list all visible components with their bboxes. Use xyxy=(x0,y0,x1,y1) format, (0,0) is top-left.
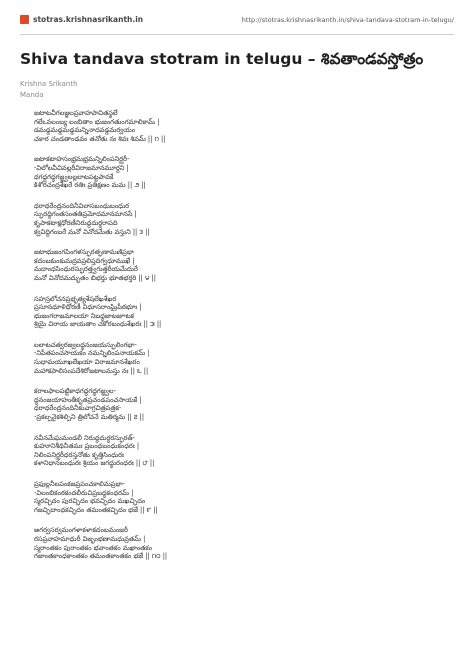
verse-line: ప్రఫుల్లనీలపంకజప్రపంచకాలిమప్రభా- xyxy=(34,480,125,488)
verse-line: నిలింపనిర్ఝరీధరస్తనోతు కృత్తిసింధురః xyxy=(34,450,125,459)
verse-line: జటాభుజంగపింగళస్ఫురత్ఫణామణిప్రభా xyxy=(34,248,134,257)
verse-line: -ప్రకల్పనైకశిల్పిని త్రిలోచనే మతిర్మమ || ౭ || xyxy=(34,413,145,422)
verse-line: ధగద్ధగద్ధగజ్జ్వలల్లలాటపట్టపావకే xyxy=(34,172,114,181)
verse-block xyxy=(34,526,167,560)
verse-line: మదాంధసింధురస్ఫురత్త్వగుత్తరీయమేదురే xyxy=(34,265,138,274)
verse-block xyxy=(34,295,167,329)
verse-line: ద్ధనంజయాహుతీకృతప్రచండపంచసాయకే | xyxy=(34,395,142,404)
verse-line: గజాంతకాంధకాంతకం తమంతకాంతకం భజే || ౧౦ || xyxy=(34,552,168,561)
verse-block xyxy=(34,434,167,468)
verse-block xyxy=(34,248,167,282)
post-meta xyxy=(20,79,78,101)
verse-line: చకార చండతాండవం తనోతు నః శివః శివమ్ || ౧ || xyxy=(34,134,166,143)
verses-list xyxy=(34,109,167,573)
verse-line: మనో వినోదమద్భుతం బిభర్తు భూతభర్తరి || ౪ || xyxy=(34,273,157,282)
author-name: Krishna Srikanth xyxy=(20,80,78,88)
verse-line: కిశోరచంద్రశేఖరే రతిః ప్రతిక్షణం మమ || ౨ || xyxy=(34,181,146,190)
verse-line: శ్రియై చిరాయ జాయతాం చకోరబంధుశేఖరః || ౫ || xyxy=(34,320,162,329)
verse-line: కళానిధానబంధురః శ్రియం జగద్ధురంధరః || ౮ || xyxy=(34,459,155,468)
post-category: Manda xyxy=(20,91,44,99)
site-brand[interactable] xyxy=(20,15,143,24)
verse-line: గజచ్ఛిదాంధకచ్ఛిదం తమంతకచ్ఛిదం భజే || ౯ || xyxy=(34,505,158,514)
verse-line: ధరాధరేంద్రనందినీవిలాసబంధుబంధుర xyxy=(34,201,130,210)
verse-block xyxy=(34,202,167,236)
verse-line: స్ఫురద్దిగంతసంతతిప్రమోదమానమానసే | xyxy=(34,210,137,219)
verse-line: లలాటచత్వరజ్వలద్ధనంజయస్ఫులింగభా- xyxy=(34,340,137,349)
verse-block xyxy=(34,341,167,375)
verse-line: స్మరాంతకం పురాంతకం భవాంతకం మఖాంతకం xyxy=(34,543,153,552)
verse-line: నవీనమేఘమండలీ నిరుద్ధదుర్ధరస్ఫురత్- xyxy=(34,433,135,442)
verse-block xyxy=(34,155,167,189)
verse-line: క్వచిద్దిగంబరే మనో వినోదమేతు వస్తుని || ౩ || xyxy=(34,227,150,236)
page-title: Shiva tandava stotram in telugu – శివతాండవస్తోత్రం xyxy=(20,50,424,68)
verse-line: భుజంగరాజమాలయా నిబద్ధజాటజూటక xyxy=(34,311,135,320)
verse-line: సుధామయూఖలేఖయా విరాజమానశేఖరం xyxy=(34,358,140,367)
verse-line: జటాకటాహసంభ్రమభ్రమన్నిలింపనిర్ఝరీ- xyxy=(34,155,130,164)
verse-line: -విలంబికంఠకందలీరుచిప్రబద్ధకంధరమ్ | xyxy=(34,488,134,497)
verse-line: -నిపీతపంచసాయకం నమన్నిలింపనాయకమ్ | xyxy=(34,349,150,358)
verse-line: మహాకపాలిసంపదేశిరోజటాలమస్తు నః || ౬ || xyxy=(34,366,149,375)
site-logo-icon xyxy=(20,15,29,24)
page-url[interactable]: http://stotras.krishnasrikanth.in/shiva-tandava-stotram-in-telugu/ xyxy=(241,16,454,24)
verse-block xyxy=(34,480,167,514)
verse-line: స్మరచ్ఛిదం పురచ్ఛిదం భవచ్ఛిదం మఖచ్ఛిదం xyxy=(34,497,146,506)
verse-line: రసప్రవాహమాధురీ విజృంభణామధువ్రతమ్ | xyxy=(34,534,146,543)
verse-line: డమడ్డమడ్డమడ్డమన్నినాదవడ్డమర్వయం xyxy=(34,126,136,135)
site-name[interactable]: stotras.krishnasrikanth.in xyxy=(33,15,144,24)
verse-line: కుహూనిశీథినీతమః ప్రబంధబంధుకంధరః | xyxy=(34,442,140,451)
verse-line: సహస్రలోచనప్రభృత్యశేషలేఖశేఖర xyxy=(34,294,117,303)
verse-block xyxy=(34,109,167,143)
verse-line: కృపాకటాక్షధోరణీనిరుద్ధదుర్ధరాపది xyxy=(34,218,118,227)
page-header xyxy=(20,12,454,35)
verse-line: జటాటవీగలజ్జలప్రవాహపావితస్థలే xyxy=(34,109,118,117)
verse-line: గలేఽవలంబ్య లంబితాం భుజంగతుంగమాలికామ్ | xyxy=(34,117,160,126)
verse-line: అగర్వసర్వమంగళాకళాకదంబమంజరీ xyxy=(34,526,128,535)
verse-block xyxy=(34,387,167,421)
verse-line: ధరాధరేంద్రనందినీకుచాగ్రచిత్రపత్రక- xyxy=(34,404,122,413)
verse-line: -విలోలవీచివల్లరీవిరాజమానమూర్ధని | xyxy=(34,163,129,172)
verse-line: కదంబకుంకుమద్రవప్రలిప్తదిగ్వధూముఖే | xyxy=(34,256,135,265)
verse-line: కరాలఫాలపట్టికాధగద్ధగద్ధగజ్జ్వల- xyxy=(34,387,116,396)
verse-line: ప్రసూనధూళిధోరణీ విధూసరాంఘ్రిపీఠభూః | xyxy=(34,303,142,312)
